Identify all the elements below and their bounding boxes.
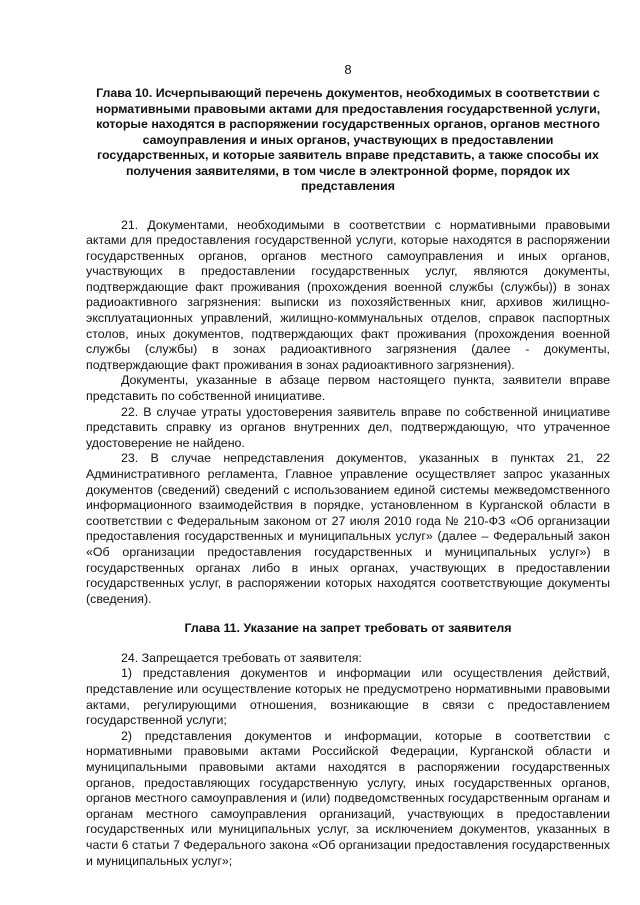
paragraph-24-item-1: 1) представления документов и информации или осуществления действий, представление или осуществление которых не предусмотрено нормативными правовыми актами, регулирующими отношения, возникающие в связи с предоставлением государственной услуги; bbox=[86, 666, 610, 728]
chapter-11-body bbox=[86, 651, 610, 869]
chapter-11-header bbox=[86, 621, 610, 637]
paragraph-24: 24. Запрещается требовать от заявителя: bbox=[121, 650, 362, 665]
paragraph-24-item-2: 2) представления документов и информации, которые в соответствии с нормативными правовыми актами Российской Федерации, Курганской области и муниципальными правовыми актами находятся в распоряжении государственных органов, предоставляющих государственную услугу, иных государственных органов, органов местного самоуправления и (или) подведомственных государственным органам и органам местного самоуправления организаций, участвующих в предоставлении государственных или муниципальных услуг, за исключением документов, указанных в части 6 статьи 7 Федерального закона «Об организации предоставления государственных и муниципальных услуг»; bbox=[86, 728, 610, 868]
paragraph-23: 23. В случае непредставления документов, указанных в пунктах 21, 22 Административного регламента, Главное управление осуществляет запрос указанных документов (сведений) сведений с использованием единой системы межведомственного информационного взаимодействия в порядке, установленном в Курганской области в соответствии с Федеральным законом от 27 июля 2010 года № 210-ФЗ «Об организации предоставления государственных и муниципальных услуг» (далее – Федеральный закон «Об организации предоставления государственных и муниципальных услуг») в государственных органах либо в иных органах, участвующих в предоставлении государственных услуг, в распоряжении которых находятся соответствующие документы (сведения). bbox=[86, 451, 610, 606]
chapter-11-title: Глава 11. Указание на запрет требовать от заявителя bbox=[184, 621, 512, 636]
paragraph-22: 22. В случае утраты удостоверения заявитель вправе по собственной инициативе представить справку из органов внутренних дел, подтверждающую, что утраченное удостоверение не найдено. bbox=[86, 404, 610, 450]
page-number: 8 bbox=[344, 62, 352, 77]
chapter-10-body bbox=[86, 218, 610, 608]
chapter-10-title: Глава 10. Исчерпывающий перечень документов, необходимых в соответствии с нормативными правовыми актами для предоставления государственной услуги, которые находятся в распоряжении государственных органов, органов местного самоуправления и иных органов, участвующих в предоставлении государственных, и которые заявитель вправе представить, а также способы их получения заявителями, в том числе в электронной форме, порядок их представления bbox=[95, 86, 601, 193]
paragraph-21: 21. Документами, необходимыми в соответствии с нормативными правовыми актами для предоставления государственной услуги, которые находятся в распоряжении государственных органов, органов местного самоуправления и иных органов, участвующих в предоставлении государственных услуг, являются документы, подтверждающие факт проживания (прохождения военной службы (службы)) в зонах радиоактивного загрязнения: выписки из похозяйственных книг, архивов жилищно-эксплуатационных управлений, жилищно-коммунальных отделов, справок паспортных столов, иных документов, подтверждающих факт проживания (прохождения военной службы (службы) в зонах радиоактивного загрязнения (далее - документы, подтверждающие факт проживания в зонах радиоактивного загрязнения). bbox=[86, 217, 610, 372]
paragraph-21-note: Документы, указанные в абзаце первом настоящего пункта, заявители вправе представить по собственной инициативе. bbox=[86, 373, 610, 404]
